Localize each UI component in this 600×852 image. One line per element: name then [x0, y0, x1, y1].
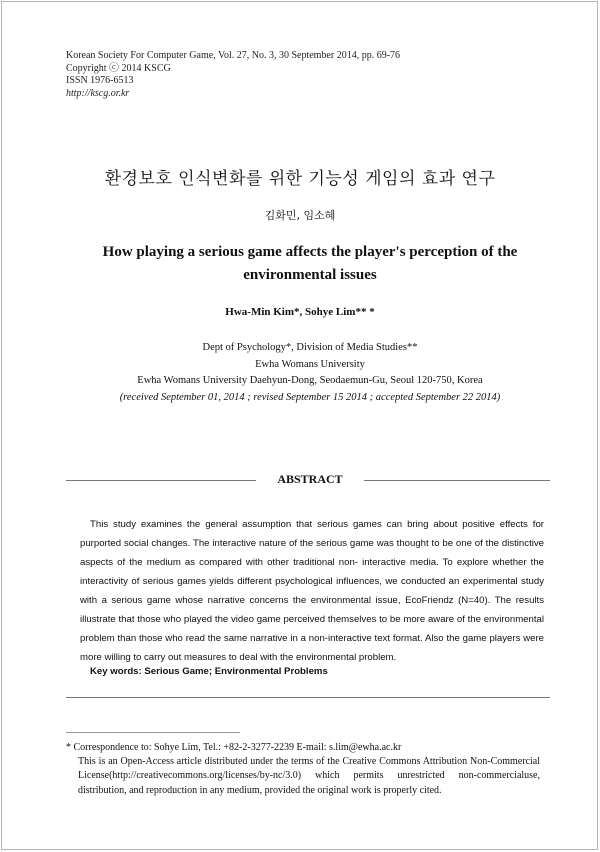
affiliation-block	[0, 340, 600, 406]
page-border	[1, 1, 598, 850]
korean-title: 환경보호 인식변화를 위한 기능성 게임의 효과 연구	[104, 169, 496, 189]
footnote-rule	[66, 732, 240, 733]
english-title: How playing a serious game affects the player's perception of the environmental issues	[102, 244, 518, 283]
submission-dates: (received September 01, 2014 ; revised September 15 2014 ; accepted September 22 2014)	[119, 391, 501, 403]
issn-line: ISSN 1976-6513	[66, 75, 134, 86]
journal-header	[66, 50, 400, 100]
keywords: Key words: Serious Game; Environmental Problems	[90, 666, 328, 677]
university-line: Ewha Womans University	[255, 358, 365, 370]
english-authors: Hwa-Min Kim*, Sohye Lim** *	[225, 306, 375, 318]
korean-authors: 김화민, 임소혜	[264, 209, 336, 222]
copyright-line: Copyright ⓒ 2014 KSCG	[66, 62, 171, 74]
abstract-heading: ABSTRACT	[277, 472, 343, 486]
footnote	[66, 741, 540, 798]
journal-url[interactable]: http://kscg.or.kr	[66, 87, 130, 99]
abstract-body: This study examines the general assumption that serious games can bring about positive effects for purported social changes. The interactive nature of the serious game was thought to be one of the distinctive aspects of the medium as compared with other traditional non- interactive media. To explore whether the interactivity of serious games yields different psychological influences, we conducted an experimental study with a serious game whose narrative concerns the environmental issue, EcoFriendz (N=40). The results illustrate that those who played the video game perceived themselves to be more aware of the environmental problem than those who read the same narrative in a non-interactive text format. Also the game players were more willing to carry out measures to deal with the environmental problem.	[80, 519, 544, 663]
correspondence-note: * Correspondence to: Sohye Lim, Tel.: +82-2-3277-2239 E-mail: s.lim@ewha.ac.kr	[66, 742, 402, 753]
journal-citation: Korean Society For Computer Game, Vol. 27, No. 3, 30 September 2014, pp. 69-76	[66, 50, 401, 61]
abstract-rule-right	[364, 480, 550, 481]
address-line: Ewha Womans University Daehyun-Dong, Seodaemun-Gu, Seoul 120-750, Korea	[137, 375, 483, 386]
license-note: This is an Open-Access article distributed under the terms of the Creative Commons Attribution Non-Commercial License(http://creativecommons.org/licenses/by-nc/3.0) which permits unrestricted non-commercialuse, distribution, and reproduction in any medium, provided the original work is properly cited.	[78, 756, 540, 796]
department-line: Dept of Psychology*, Division of Media Studies**	[202, 342, 418, 353]
section-divider	[66, 697, 550, 698]
